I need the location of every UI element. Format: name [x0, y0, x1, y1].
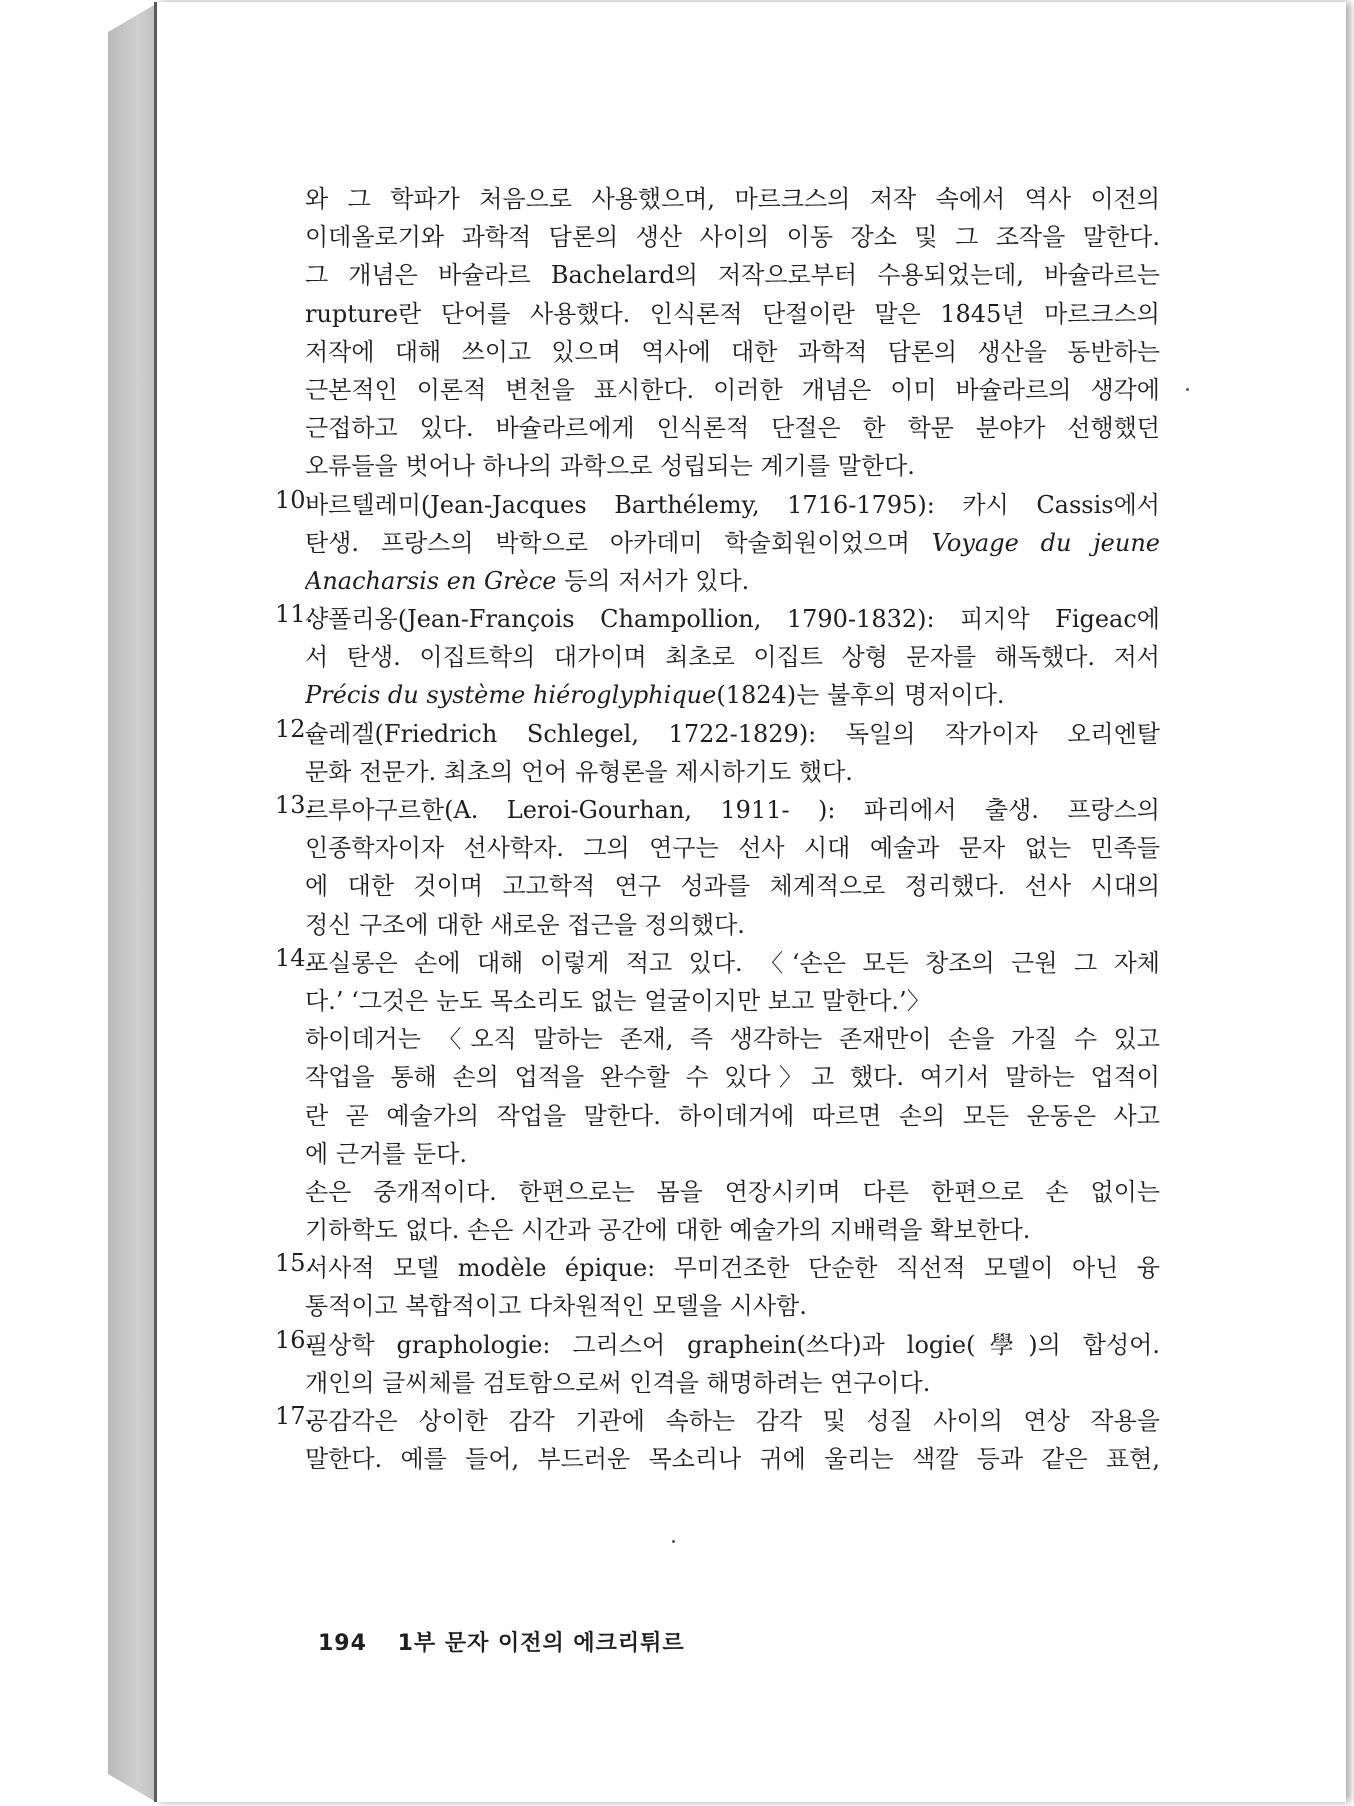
note-line: 서사적 모델 modèle épique: 무미건조한 단순한 직선적 모델이 아닌 융 — [305, 1254, 1160, 1283]
note-number: 17. — [275, 1402, 314, 1430]
note-line: 문화 전문가. 최초의 언어 유형론을 제시하기도 했다. — [305, 757, 853, 786]
note-number: 15. — [275, 1249, 314, 1278]
note-13 — [275, 791, 1160, 944]
note-line: 슐레겔(Friedrich Schlegel, 1722-1829): 독일의 작가이자 오리엔탈 — [305, 719, 1160, 748]
note-number: 12. — [275, 714, 314, 743]
note-line: 손은 중개적이다. 한편으로는 몸을 연장시키며 다른 한편으로 손 없이는 — [305, 1177, 1160, 1206]
note-line: 공감각은 상이한 감각 기관에 속하는 감각 및 성질 사이의 연상 작용을 — [305, 1407, 1160, 1435]
note-number: 16. — [275, 1325, 314, 1354]
note-number: 10. — [275, 485, 314, 514]
body-line: 저작에 대해 쓰이고 있으며 역사에 대한 과학적 담론의 생산을 동반하는 — [305, 337, 1160, 366]
note-14 — [275, 943, 1160, 1250]
note-line: 정신 구조에 대한 새로운 접근을 정의했다. — [305, 910, 745, 939]
running-title: 1부 문자 이전의 에크리튀르 — [397, 1631, 685, 1656]
continuation-paragraph — [305, 180, 1160, 486]
body-line: 그 개념은 바슐라르 Bachelard의 저작으로부터 수용되었는데, 바슐라르는 — [305, 261, 1160, 290]
note-line: 기하학도 없다. 손은 시간과 공간에 대한 예술가의 지배력을 확보한다. — [305, 1216, 1031, 1245]
note-line: 작업을 통해 손의 업적을 완수할 수 있다〉고 했다. 여기서 말하는 업적이 — [305, 1063, 1160, 1092]
note-line: Anacharsis en Grèce 등의 저서가 있다. — [305, 566, 750, 595]
note-line: 란 곧 예술가의 작업을 말한다. 하이데거에 따르면 손의 모든 운동은 사고 — [305, 1101, 1160, 1130]
book-title-italic: Anacharsis en Grèce — [305, 566, 557, 595]
note-line: 탄생. 프랑스의 박학으로 아카데미 학술회원이었으며 Voyage du jeune — [305, 528, 1160, 557]
note-line: 통적이고 복합적이고 다차원적인 모델을 시사함. — [305, 1292, 807, 1321]
body-line: rupture란 단어를 사용했다. 인식론적 단절이란 말은 1845년 마르크스의 — [305, 299, 1160, 328]
note-12 — [275, 714, 1160, 791]
note-number: 14. — [275, 943, 314, 972]
note-line: 에 대한 것이며 고고학적 연구 성과를 체계적으로 정리했다. 선사 시대의 — [305, 872, 1160, 901]
note-line: 말한다. 예를 들어, 부드러운 목소리나 귀에 울리는 색깔 등과 같은 표현, — [305, 1445, 1160, 1474]
note-11 — [275, 600, 1160, 715]
book-title-italic: Voyage du jeune — [931, 528, 1160, 557]
note-line: Précis du système hiéroglyphique(1824)는 불후의 명저이다. — [305, 681, 1005, 710]
note-line: 필상학 graphologie: 그리스어 graphein(쓰다)과 logie(學)의 합성어. — [305, 1330, 1160, 1359]
note-line: 포실롱은 손에 대해 이렇게 적고 있다. 〈‘손은 모든 창조의 근원 그 자체 — [305, 948, 1160, 977]
body-line: 근본적인 이론적 변천을 표시한다. 이러한 개념은 이미 바슐라르의 생각에 — [305, 375, 1160, 404]
note-16 — [275, 1325, 1160, 1402]
note-15 — [275, 1249, 1160, 1325]
note-line: 바르텔레미(Jean-Jacques Barthélemy, 1716-1795): 카시 Cassis에서 — [305, 490, 1160, 519]
note-number: 13. — [275, 791, 314, 819]
print-speck — [672, 1540, 675, 1543]
note-line: 다.’ ‘그것은 눈도 목소리도 없는 얼굴이지만 보고 말한다.’〉 — [305, 986, 931, 1015]
note-line: 에 근거를 둔다. — [305, 1139, 467, 1168]
note-line: 르루아구르한(A. Leroi-Gourhan, 1911- ): 파리에서 출생. 프랑스의 — [305, 796, 1160, 824]
page-number: 194 — [318, 1631, 367, 1656]
page-body — [275, 180, 1160, 1478]
body-line: 오류들을 벗어나 하나의 과학으로 성립되는 계기를 말한다. — [305, 452, 915, 481]
note-line: 샹폴리옹(Jean-François Champollion, 1790-1832): 피지악 Figeac에 — [305, 605, 1160, 634]
page-left-border — [154, 2, 157, 1802]
note-17 — [275, 1402, 1160, 1478]
note-10 — [275, 485, 1160, 601]
note-line: 서 탄생. 이집트학의 대가이며 최초로 이집트 상형 문자를 해독했다. 저서 — [305, 643, 1160, 672]
note-line: 하이데거는 〈오직 말하는 존재, 즉 생각하는 존재만이 손을 가질 수 있고 — [305, 1025, 1160, 1054]
body-line: 근접하고 있다. 바슐라르에게 인식론적 단절은 한 학문 분야가 선행했던 — [305, 414, 1160, 443]
print-speck — [1186, 388, 1189, 391]
book-spine-edge — [108, 4, 156, 1802]
body-line: 와 그 학파가 처음으로 사용했으며, 마르크스의 저작 속에서 역사 이전의 — [305, 185, 1160, 213]
note-number: 11. — [275, 600, 314, 629]
note-line: 개인의 글씨체를 검토함으로써 인격을 해명하려는 연구이다. — [305, 1368, 931, 1397]
body-line: 이데올로기와 과학적 담론의 생산 사이의 이동 장소 및 그 조작을 말한다. — [305, 223, 1160, 252]
running-footer — [318, 1626, 685, 1657]
book-title-italic: Précis du système hiéroglyphique — [305, 681, 717, 710]
note-line: 인종학자이자 선사학자. 그의 연구는 선사 시대 예술과 문자 없는 민족들 — [305, 834, 1160, 863]
